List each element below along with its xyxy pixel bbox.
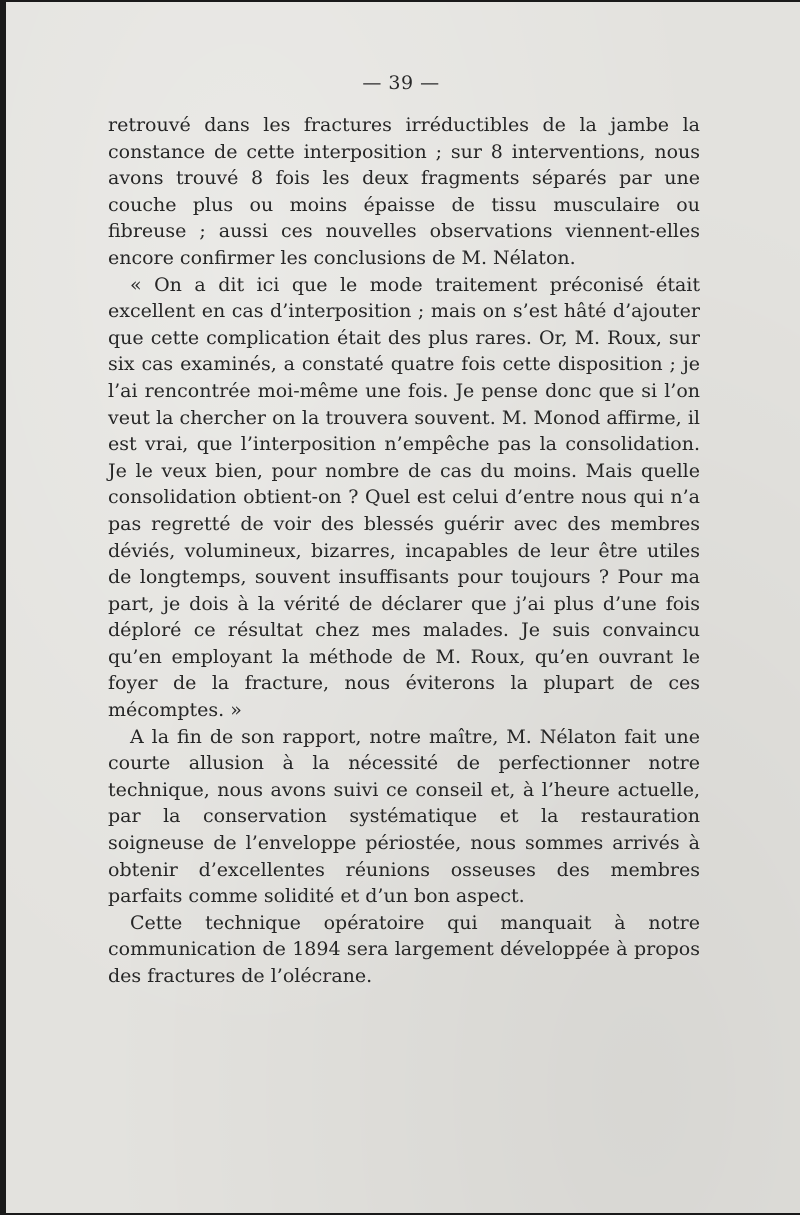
paragraph-1: retrouvé dans les fractures irréductibles de la jambe la constance de cette interposition ; sur 8 interventions, nous avons trouvé 8 fois les deux fragments séparés par une couche plus ou moins épaisse de tissu musculaire ou fibreuse ; aussi ces nouvelles observations viennent-elles encore confirmer les conclusions de M. Nélaton.: [108, 114, 700, 269]
paragraph-2: « On a dit ici que le mode traitement préconisé était excellent en cas d’interposition ; mais on s’est hâté d’ajouter que cette complication était des plus rares. Or, M. Roux, sur six cas examinés, a constaté quatre fois cette disposition ; je l’ai rencontrée moi-même une fois. Je pense donc que si l’on veut la chercher on la trouvera souvent. M. Monod affirme, il est vrai, que l’interposition n’empêche pas la consolidation. Je le veux bien, pour nombre de cas du moins. Mais quelle consolidation obtient-on ? Quel est celui d’entre nous qui n’a pas regretté de voir des blessés guérir avec des membres déviés, volumineux, bizarres, incapables de leur être utiles de longtemps, souvent insuffisants pour toujours ? Pour ma part, je dois à la vérité de déclarer que j’ai plus d’une fois déploré ce résultat chez mes malades. Je suis convaincu qu’en employant la méthode de M. Roux, qu’en ouvrant le foyer de la fracture, nous éviterons la plupart de ces mécomptes. »: [108, 273, 700, 722]
paragraph-4: Cette technique opératoire qui manquait à notre communication de 1894 sera largement développée à propos des fractures de l’olécrane.: [108, 911, 700, 987]
page-body-text: [108, 112, 700, 990]
book-page: [6, 2, 800, 1213]
paragraph-3: A la fin de son rapport, notre maître, M. Nélaton fait une courte allusion à la nécessité de perfectionner notre technique, nous avons suivi ce conseil et, à l’heure actuelle, par la conservation systématique et la restauration soigneuse de l’enveloppe périostée, nous sommes arrivés à obtenir d’excellentes réunions osseuses des membres parfaits comme solidité et d’un bon aspect.: [108, 725, 700, 908]
page-number: — 39 —: [362, 72, 440, 94]
